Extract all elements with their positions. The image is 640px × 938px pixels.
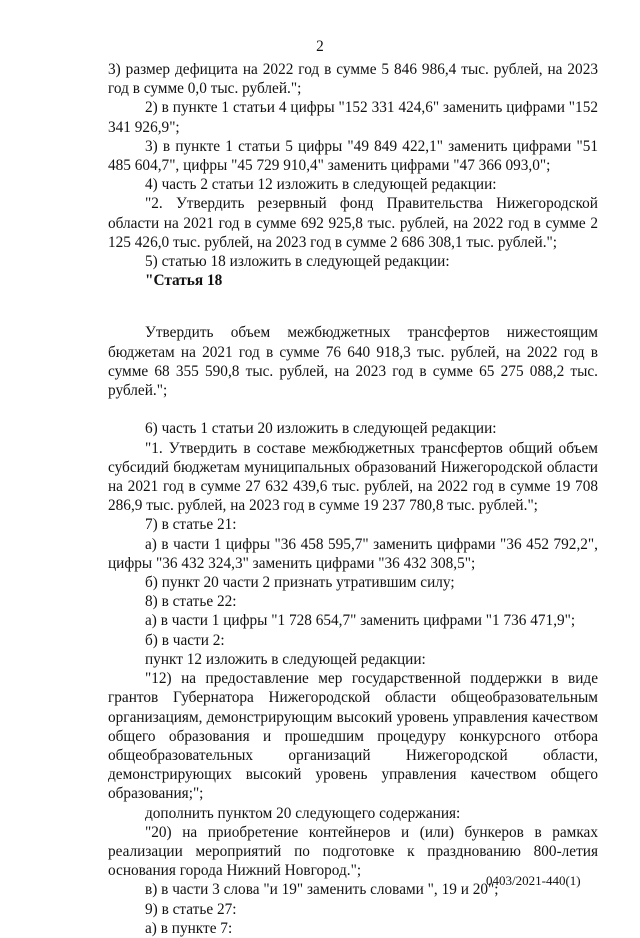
paragraph: б) пункт 20 части 2 признать утратившим силу;	[145, 574, 455, 592]
paragraph: в) в части 3 слова "и 19" заменить словами ", 19 и 20";	[145, 881, 499, 899]
paragraph: б) в части 2:	[145, 631, 225, 649]
paragraph: пункт 12 изложить в следующей редакции:	[145, 650, 426, 668]
paragraph: а) в части 1 цифры "1 728 654,7" заменить цифрами "1 736 471,9";	[145, 612, 576, 630]
paragraph: 3) в пункте 1 статьи 5 цифры "49 849 422,1" заменить цифрами "51 485 604,7", цифры "45 729 910,4" заменить цифрами "47 366 093,0";	[108, 137, 598, 175]
page-number: 2	[316, 38, 324, 55]
paragraph: "12) на предоставление мер государственной поддержки в виде грантов Губернатора Нижегородской области общеобразовательным организациям, демонстрирующим высокий уровень управления качеством общего образования и прошедшим процедуру конкурсного отбора общеобразовательных организаций Нижегородской области, демонстрирующих высокий уровень управления качеством общего образования;";	[108, 670, 598, 803]
document-code: 0403/2021-440(1)	[486, 873, 581, 888]
paragraph: 9) в статье 27:	[145, 900, 237, 918]
paragraph: 5) статью 18 изложить в следующей редакции:	[145, 253, 450, 271]
document-body	[108, 60, 598, 938]
paragraph: 3) размер дефицита на 2022 год в сумме 5 846 986,4 тыс. рублей, на 2023 год в сумме 0,0 тыс. рублей.";	[108, 61, 598, 98]
paragraph: а) в части 1 цифры "36 458 595,7" заменить цифрами "36 452 792,2", цифры "36 432 324,3" заменить цифрами "36 432 308,5";	[108, 535, 598, 572]
article-heading: "Статья 18	[145, 272, 223, 290]
paragraph: а) в пункте 7:	[145, 919, 233, 937]
paragraph: дополнить пунктом 20 следующего содержания:	[145, 804, 461, 822]
paragraph: "1. Утвердить в составе межбюджетных трансфертов общий объем субсидий бюджетам муниципальных образований Нижегородской области на 2021 год в сумме 27 632 439,6 тыс. рублей, на 2022 год в сумме 19 708 286,9 тыс. рублей, на 2023 год в сумме 19 237 780,8 тыс. рублей.";	[108, 439, 598, 515]
paragraph: 8) в статье 22:	[145, 593, 237, 611]
paragraph: "2. Утвердить резервный фонд Правительства Нижегородской области на 2021 год в сумме 692 925,8 тыс. рублей, на 2022 год в сумме 2 125 426,0 тыс. рублей, на 2023 год в сумме 2 686 308,1 тыс. рублей.";	[108, 195, 598, 251]
paragraph: Утвердить объем межбюджетных трансфертов нижестоящим бюджетам на 2021 год в сумме 76 640 918,3 тыс. рублей, на 2022 год в сумме 68 355 590,8 тыс. рублей, на 2023 год в сумме 65 275 088,2 тыс. рублей.";	[108, 324, 598, 400]
paragraph: "20) на приобретение контейнеров и (или) бункеров в рамках реализации мероприятий по подготовке к празднованию 800-летия основания города Нижний Новгород.";	[108, 823, 598, 880]
paragraph: 6) часть 1 статьи 20 изложить в следующей редакции:	[145, 420, 497, 438]
paragraph: 7) в статье 21:	[145, 516, 237, 534]
spacer	[108, 290, 598, 323]
paragraph: 4) часть 2 статьи 12 изложить в следующей редакции:	[145, 176, 497, 194]
paragraph: 2) в пункте 1 статьи 4 цифры "152 331 424,6" заменить цифрами "152 341 926,9";	[108, 99, 598, 136]
